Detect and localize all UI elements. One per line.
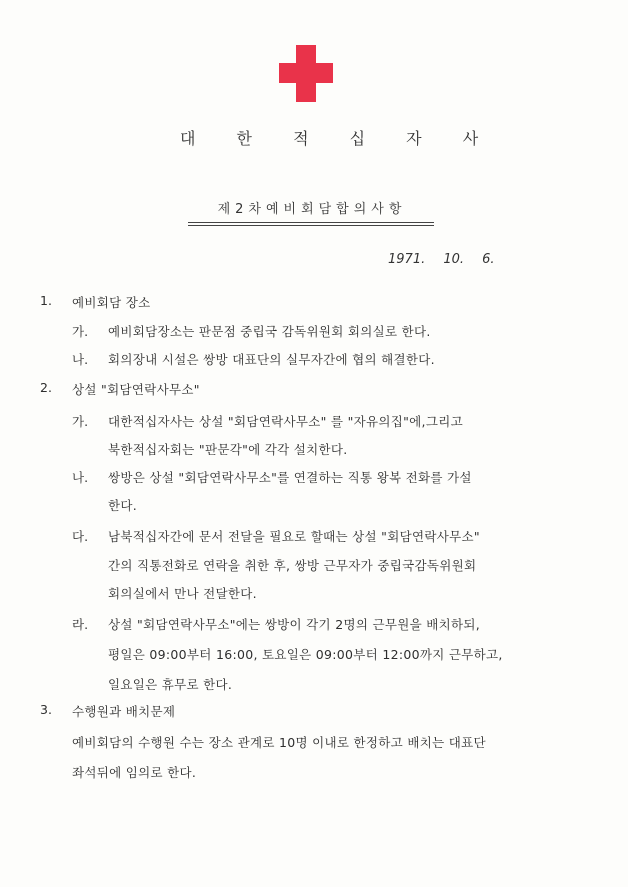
section-3-number: 3. xyxy=(40,702,52,717)
section-1-item-na-marker: 나. xyxy=(72,352,89,367)
section-1-item-ga-marker: 가. xyxy=(72,324,89,339)
section-2-item-ra-line-3: 일요일은 휴무로 한다. xyxy=(108,677,233,692)
section-2-number: 2. xyxy=(40,380,52,395)
section-2-item-da-marker: 다. xyxy=(72,529,89,544)
document-date: 1971. 10. 6. xyxy=(388,252,495,267)
section-1-heading: 예비회담 장소 xyxy=(72,295,151,310)
section-2-item-ga-line-2: 북한적십자회는 "판문각"에 각각 설치한다. xyxy=(108,442,348,457)
section-3-body-line-1: 예비회담의 수행원 수는 장소 관계로 10명 이내로 한정하고 배치는 대표단 xyxy=(72,735,486,750)
section-2-item-na-line-1: 쌍방은 상설 "회담연락사무소"를 연결하는 직통 왕복 전화를 가설 xyxy=(108,470,472,485)
section-2-item-na-line-2: 한다. xyxy=(108,498,138,513)
title-underline-second xyxy=(188,225,434,226)
section-2-item-ra-line-1: 상설 "회담연락사무소"에는 쌍방이 각기 2명의 근무원을 배치하되, xyxy=(108,617,481,632)
section-3-body-line-2: 좌석뒤에 임의로 한다. xyxy=(72,765,197,780)
section-1-item-na-line-1: 회의장내 시설은 쌍방 대표단의 실무자간에 협의 해결한다. xyxy=(108,352,435,367)
section-2-item-ra-marker: 라. xyxy=(72,617,89,632)
title-underline xyxy=(188,222,434,223)
section-3-heading: 수행원과 배치문제 xyxy=(72,704,176,719)
section-2-heading: 상설 "회담연락사무소" xyxy=(72,382,200,397)
red-cross-horizontal-bar xyxy=(279,63,333,83)
section-2-item-ga-marker: 가. xyxy=(72,414,89,429)
document-title: 제2차예비회담합의사항 xyxy=(217,202,407,217)
organization-name: 대 한 적 십 자 사 xyxy=(180,129,497,148)
section-1-number: 1. xyxy=(40,293,52,308)
section-2-item-ga-line-1: 대한적십자사는 상설 "회담연락사무소" 를 "자유의집"에,그리고 xyxy=(108,414,463,429)
red-cross-icon xyxy=(279,45,333,102)
section-2-item-da-line-3: 회의실에서 만나 전달한다. xyxy=(108,586,257,601)
section-2-item-ra-line-2: 평일은 09:00부터 16:00, 토요일은 09:00부터 12:00까지 근무하고, xyxy=(108,647,503,662)
section-2-item-da-line-2: 간의 직통전화로 연락을 취한 후, 쌍방 근무자가 중립국감독위원회 xyxy=(108,558,477,573)
section-2-item-da-line-1: 남북적십자간에 문서 전달을 필요로 할때는 상설 "회담연락사무소" xyxy=(108,529,480,544)
section-1-item-ga-line-1: 예비회담장소는 판문점 중립국 감독위원회 회의실로 한다. xyxy=(108,324,431,339)
section-2-item-na-marker: 나. xyxy=(72,470,89,485)
